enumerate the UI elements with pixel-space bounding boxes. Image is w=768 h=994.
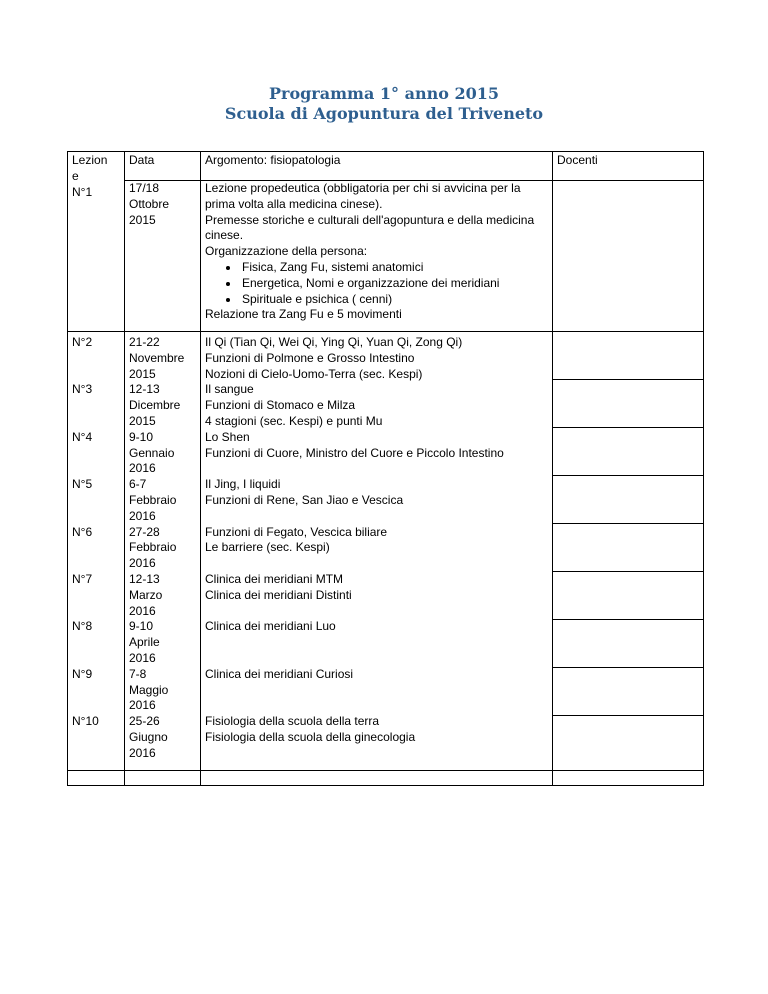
docenti-cell [553, 332, 704, 771]
argomento-cell: Il Qi (Tian Qi, Wei Qi, Ying Qi, Yuan Qi, Zong Qi) Funzioni di Polmone e Grosso Intestino Nozioni di Cielo-Uomo-Terra (sec. Kespi) Il sangue Funzioni di Stomaco e Milza 4 stagioni (sec. Kespi) e punti Mu Lo Shen Funzioni di Cuore, Ministro del Cuore e Piccolo Intestino Il Jing, I liquidi Funzioni di Rene, San Jiao e Vescica Funzioni di Fegato, Vescica biliare Le barriere (sec. Kespi) Clinica dei meridiani MTM Clinica dei meridiani Distinti Clinica dei meridiani Luo Clinica dei meridiani Curiosi Fisiologia della scuola della terra Fisiologia della scuola della ginecologia [201, 332, 553, 771]
date-cell: 21-22 Novembre 2015 12-13 Dicembre 2015 9-10 Gennaio 2016 6-7 Febbraio 2016 27-28 Febbraio 2016 12-13 Marzo 2016 9-10 Aprile 2016 7-8 Maggio 2016 25-26 Giugno 2016 [125, 332, 201, 771]
list-item: • Spirituale e psichica ( cenni) [240, 292, 548, 308]
arg-text: Relazione tra Zang Fu e 5 movimenti [205, 307, 402, 322]
argomento-header: Argomento: fisiopatologia [201, 152, 553, 181]
empty-cell [201, 771, 553, 786]
empty-cell [125, 771, 201, 786]
docenti-cell [553, 181, 704, 332]
argomento-cell [201, 181, 553, 332]
docenti-header: Docenti [553, 152, 704, 181]
date-cell: 17/18 Ottobre 2015 [125, 181, 201, 332]
page-subtitle: Scuola di Agopuntura del Triveneto [224, 104, 544, 123]
lezione-header: Lezion e N°1 [72, 153, 108, 199]
empty-cell [68, 771, 125, 786]
page-title: Programma 1° anno 2015 [268, 84, 500, 103]
table-row [68, 181, 704, 332]
table-header-row [68, 152, 704, 181]
program-table [67, 151, 704, 786]
lezione-header-cell [68, 152, 125, 332]
lezioni-cell: N°2 N°3 N°4 N°5 N°6 N°7 N°8 N°9 N°10 [68, 332, 125, 771]
arg-text: Lezione propedeutica (obbligatoria per chi si avvicina per la prima volta alla medicina cinese). [205, 181, 521, 211]
arg-text: Premesse storiche e culturali dell'agopuntura e della medicina cinese. [205, 212, 535, 243]
list-item: • Energetica, Nomi e organizzazione dei meridiani [240, 276, 548, 292]
list-item: • Fisica, Zang Fu, sistemi anatomici [240, 260, 548, 276]
data-header: Data [125, 152, 201, 181]
arg-text: Organizzazione della persona: [205, 244, 368, 259]
bullet-list [205, 260, 548, 307]
table-row [68, 771, 704, 786]
table-row [68, 332, 704, 771]
empty-cell [553, 771, 704, 786]
